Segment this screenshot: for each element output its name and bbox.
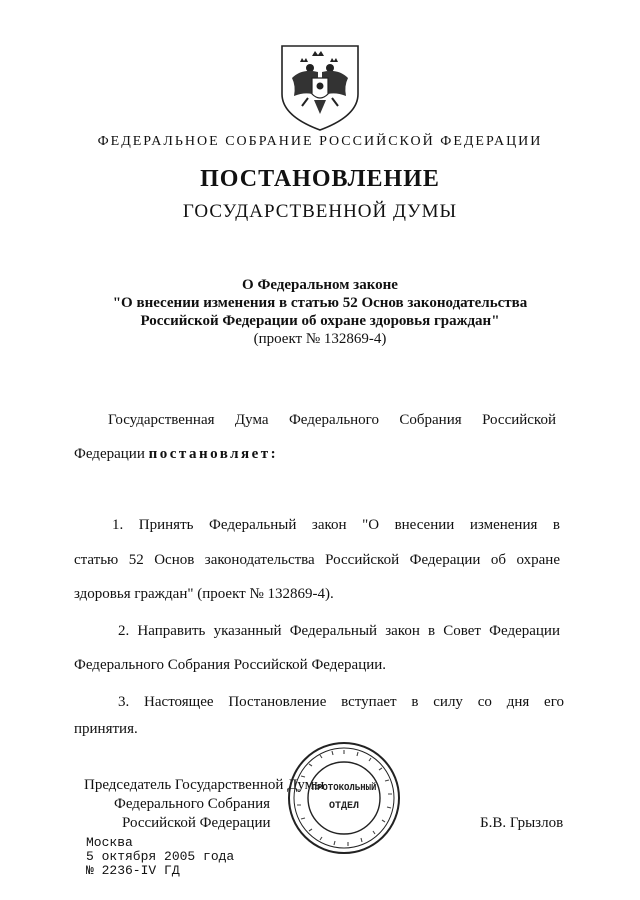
- item-3-line-1: 3. Настоящее Постановление вступает в силу со дня его: [118, 694, 564, 710]
- signatory-title-line-1: Председатель Государственной Думы: [84, 777, 325, 793]
- subject-project-number: (проект № 132869-4): [253, 331, 387, 347]
- official-stamp: [286, 740, 402, 856]
- item-2-line-2: Федерального Собрания Российской Федерации.: [74, 657, 387, 673]
- item-1-line-2: статью 52 Основ законодательства Российской Федерации об охране: [74, 552, 560, 568]
- preamble-line-2: [74, 446, 278, 463]
- stamp-center-bottom: ОТДЕЛ: [328, 801, 360, 812]
- signatory-title-line-3: Российской Федерации: [122, 815, 271, 831]
- preamble-resolves: постановляет:: [148, 446, 279, 462]
- subject-line-1: О Федеральном законе: [242, 277, 398, 293]
- coat-of-arms-emblem: [272, 42, 368, 132]
- preamble-federation: Федерации: [74, 446, 145, 462]
- preamble-line-1: Государственная Дума Федерального Собрания Российской: [108, 412, 556, 428]
- subject-line-2: "О внесении изменения в статью 52 Основ законодательства: [112, 295, 528, 311]
- item-2-line-1: 2. Направить указанный Федеральный закон в Совет Федерации: [118, 623, 560, 639]
- item-3-line-2: принятия.: [74, 721, 138, 737]
- document-subtype: ГОСУДАРСТВЕННОЙ ДУМЫ: [182, 201, 458, 222]
- stamp-center-top: ПРОТОКОЛЬНЫЙ: [311, 783, 377, 793]
- signatory-name: Б.В. Грызлов: [480, 815, 564, 831]
- footer-number: № 2236-IV ГД: [86, 863, 180, 878]
- footer-date: 5 октября 2005 года: [86, 849, 235, 864]
- signatory-title-line-2: Федерального Собрания: [114, 796, 271, 812]
- footer-city: Москва: [86, 835, 133, 850]
- item-1-line-3: здоровья граждан" (проект № 132869-4).: [74, 586, 334, 602]
- subject-line-3: Российской Федерации об охране здоровья граждан": [140, 313, 500, 329]
- organization-title: ФЕДЕРАЛЬНОЕ СОБРАНИЕ РОССИЙСКОЙ ФЕДЕРАЦИИ: [97, 134, 543, 149]
- item-1-line-1: 1. Принять Федеральный закон "О внесении изменения в: [112, 517, 560, 533]
- document-type: ПОСТАНОВЛЕНИЕ: [200, 166, 440, 192]
